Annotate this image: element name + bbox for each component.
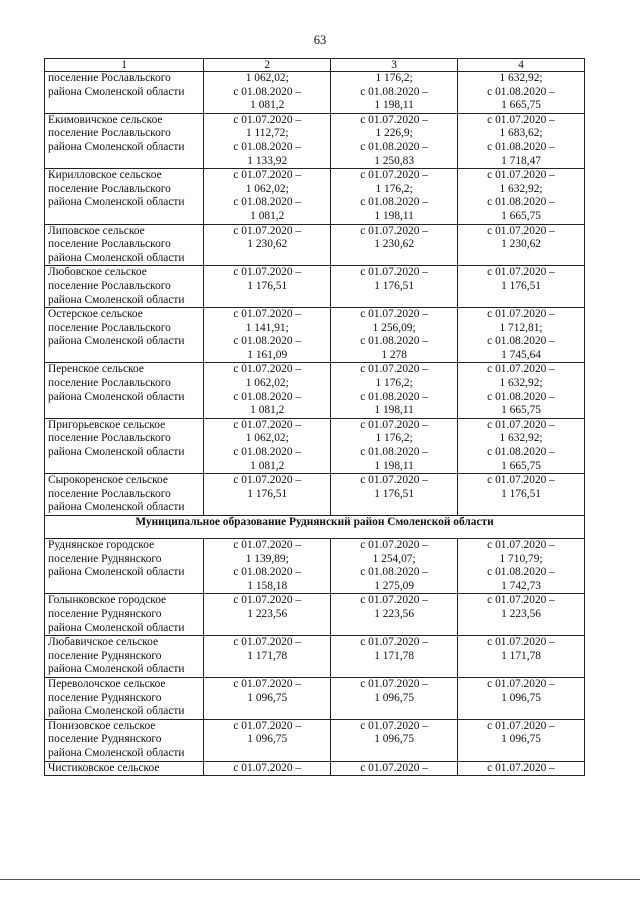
settlement-name-line: поселение Рославльского: [48, 279, 171, 292]
value-col-4-line: с 01.08.2020 –: [487, 85, 555, 98]
value-col-2-cell: [204, 169, 331, 224]
value-col-3-line: 1 096,75: [374, 733, 415, 746]
settlement-name-line: Переволочское сельское: [48, 677, 166, 690]
value-col-4-cell: [458, 677, 585, 719]
value-col-2-cell: [204, 308, 331, 363]
value-col-4-cell: [458, 594, 585, 636]
value-col-4-line: 1 171,78: [501, 649, 541, 662]
settlement-name-cell: [45, 113, 204, 168]
value-col-4-line: 1 665,75: [501, 209, 541, 222]
value-col-3-cell: [331, 224, 458, 266]
column-header-4: 4: [458, 59, 585, 72]
value-col-4-line: с 01.07.2020 –: [487, 474, 555, 487]
value-col-4-line: с 01.07.2020 –: [487, 636, 555, 649]
value-col-3-cell: [331, 308, 458, 363]
value-col-2-line: с 01.07.2020 –: [233, 418, 302, 431]
value-col-3-line: 1 198,11: [374, 459, 414, 472]
settlement-name-line: Перенское сельское: [48, 363, 144, 376]
value-col-2-line: 1 096,75: [247, 691, 288, 704]
settlement-name-line: района Смоленской области: [48, 293, 185, 306]
settlement-name-line: района Смоленской области: [48, 196, 185, 209]
value-col-2-line: 1 081,2: [250, 99, 285, 112]
value-col-3-line: с 01.08.2020 –: [360, 390, 428, 403]
settlement-name-line: района Смоленской области: [48, 85, 185, 98]
value-col-2-line: 1 161,09: [247, 348, 288, 361]
value-col-3-cell: [331, 594, 458, 636]
value-col-3-cell: [331, 113, 458, 168]
value-col-3-cell: [331, 474, 458, 516]
value-col-3-line: с 01.07.2020 –: [360, 169, 428, 182]
value-col-3-line: с 01.07.2020 –: [360, 266, 428, 279]
value-col-2-line: 1 133,92: [247, 154, 288, 167]
value-col-2-line: с 01.07.2020 –: [233, 594, 302, 607]
value-col-3-line: с 01.07.2020 –: [360, 363, 428, 376]
value-col-4-cell: [458, 308, 585, 363]
value-col-3-cell: [331, 266, 458, 308]
value-col-4-line: 1 632,92;: [499, 432, 543, 445]
value-col-2-cell: [204, 636, 331, 678]
value-col-3-line: с 01.07.2020 –: [360, 539, 428, 551]
value-col-3-cell: [331, 169, 458, 224]
value-col-4-line: с 01.07.2020 –: [487, 761, 555, 774]
value-col-3-cell: [331, 418, 458, 473]
settlement-name-line: Любавичское сельское: [48, 636, 159, 649]
value-col-2-cell: [204, 677, 331, 719]
column-header-1: 1: [45, 59, 204, 72]
value-col-3-line: 1 176,51: [374, 487, 415, 500]
table-row: [45, 169, 585, 224]
value-col-2-line: с 01.07.2020 –: [233, 761, 302, 774]
value-col-4-line: с 01.07.2020 –: [487, 266, 555, 279]
value-col-2-line: с 01.07.2020 –: [233, 266, 302, 279]
value-col-4-line: 1 710,79;: [499, 552, 543, 565]
settlement-name-line: района Смоленской области: [48, 663, 185, 676]
value-col-2-line: с 01.08.2020 –: [233, 446, 302, 459]
value-col-4-line: 1 096,75: [501, 691, 541, 704]
value-col-3-line: 1 176,2;: [375, 72, 413, 84]
value-col-2-line: с 01.07.2020 –: [233, 363, 302, 376]
settlement-name-line: поселение Руднянского: [48, 649, 162, 662]
value-col-3-line: 1 198,11: [374, 404, 414, 417]
value-col-2-line: с 01.08.2020 –: [233, 566, 302, 579]
tariff-table: [44, 58, 585, 776]
value-col-3-line: с 01.07.2020 –: [360, 594, 428, 607]
value-col-4-line: с 01.08.2020 –: [487, 140, 555, 153]
settlement-name-cell: [45, 636, 204, 678]
value-col-3-cell: [331, 761, 458, 776]
value-col-4-line: 1 223,56: [501, 607, 541, 620]
value-col-3-cell: [331, 539, 458, 594]
settlement-name-line: поселение Руднянского: [48, 691, 162, 704]
footer-rule: [0, 879, 640, 880]
value-col-4-cell: [458, 169, 585, 224]
value-col-3-line: с 01.08.2020 –: [360, 566, 428, 579]
value-col-3-line: с 01.07.2020 –: [360, 308, 428, 321]
value-col-2-line: с 01.07.2020 –: [233, 474, 302, 487]
value-col-4-line: 1 632,92;: [499, 72, 543, 84]
settlement-name-line: района Смоленской области: [48, 621, 185, 634]
settlement-name-line: поселение Рославльского: [48, 321, 171, 334]
settlement-name-line: Любовское сельское: [48, 266, 147, 279]
value-col-3-cell: [331, 363, 458, 418]
table-row: [45, 224, 585, 266]
settlement-name-line: Голынковское городское: [48, 594, 167, 607]
value-col-4-line: 1 176,51: [501, 279, 541, 292]
column-header-2: 2: [204, 59, 331, 72]
value-col-4-cell: [458, 72, 585, 114]
table-row: [45, 113, 585, 168]
value-col-2-line: с 01.07.2020 –: [233, 719, 302, 732]
value-col-4-cell: [458, 113, 585, 168]
value-col-2-cell: [204, 72, 331, 114]
value-col-2-cell: [204, 719, 331, 761]
value-col-3-line: 1 176,51: [374, 279, 415, 292]
settlement-name-cell: [45, 719, 204, 761]
settlement-name-line: поселение Рославльского: [48, 72, 171, 84]
settlement-name-line: района Смоленской области: [48, 251, 185, 264]
value-col-2-line: с 01.07.2020 –: [233, 539, 302, 551]
value-col-2-cell: [204, 594, 331, 636]
value-col-4-line: 1 712,81;: [499, 321, 543, 334]
settlement-name-line: Руднянское городское: [48, 539, 155, 551]
value-col-3-line: с 01.07.2020 –: [360, 418, 428, 431]
value-col-2-line: 1 062,02;: [245, 72, 289, 84]
value-col-2-line: с 01.08.2020 –: [233, 335, 302, 348]
value-col-3-line: с 01.08.2020 –: [360, 196, 428, 209]
value-col-2-cell: [204, 363, 331, 418]
settlement-name-line: Липовское сельское: [48, 224, 145, 237]
value-col-4-cell: [458, 224, 585, 266]
settlement-name-line: поселение Руднянского: [48, 607, 162, 620]
value-col-3-line: с 01.08.2020 –: [360, 446, 428, 459]
value-col-2-cell: [204, 539, 331, 594]
settlement-name-cell: [45, 72, 204, 114]
value-col-3-line: 1 226,9;: [375, 127, 413, 140]
value-col-2-line: с 01.07.2020 –: [233, 636, 302, 649]
value-col-2-line: 1 176,51: [247, 487, 288, 500]
settlement-name-cell: [45, 169, 204, 224]
value-col-2-line: 1 171,78: [247, 649, 288, 662]
settlement-name-line: района Смоленской области: [48, 335, 185, 348]
value-col-4-line: 1 632,92;: [499, 377, 543, 390]
value-col-4-cell: [458, 266, 585, 308]
value-col-4-line: с 01.07.2020 –: [487, 418, 555, 431]
value-col-3-line: 1 275,09: [374, 579, 415, 592]
settlement-name-line: района Смоленской области: [48, 566, 185, 579]
value-col-4-line: с 01.07.2020 –: [487, 363, 555, 376]
value-col-3-line: с 01.08.2020 –: [360, 335, 428, 348]
value-col-2-line: 1 230,62: [247, 238, 288, 251]
table-row: [45, 363, 585, 418]
value-col-2-cell: [204, 418, 331, 473]
value-col-4-line: с 01.08.2020 –: [487, 446, 555, 459]
table-row: [45, 308, 585, 363]
settlement-name-cell: [45, 363, 204, 418]
value-col-2-line: с 01.07.2020 –: [233, 224, 302, 237]
table-row: [45, 474, 585, 516]
value-col-2-line: 1 081,2: [250, 209, 285, 222]
value-col-3-line: с 01.07.2020 –: [360, 761, 428, 774]
table-row: [45, 539, 585, 594]
column-header-3: 3: [331, 59, 458, 72]
settlement-name-cell: [45, 761, 204, 776]
table-row: [45, 594, 585, 636]
value-col-2-line: 1 112,72;: [245, 127, 289, 140]
value-col-2-line: 1 158,18: [247, 579, 288, 592]
value-col-4-line: 1 683,62;: [499, 127, 543, 140]
settlement-name-line: Остерское сельское: [48, 308, 143, 321]
table-row: [45, 418, 585, 473]
table-row: [45, 266, 585, 308]
value-col-3-cell: [331, 636, 458, 678]
section-row: [45, 516, 585, 539]
value-col-4-cell: [458, 719, 585, 761]
value-col-2-line: 1 081,2: [250, 404, 285, 417]
value-col-3-line: 1 256,09;: [372, 321, 416, 334]
settlement-name-cell: [45, 418, 204, 473]
value-col-3-line: с 01.07.2020 –: [360, 113, 428, 126]
value-col-2-line: с 01.07.2020 –: [233, 169, 302, 182]
value-col-4-line: 1 745,64: [501, 348, 541, 361]
value-col-3-line: 1 250,83: [374, 154, 415, 167]
value-col-3-line: 1 198,11: [374, 99, 414, 112]
settlement-name-line: поселение Рославльского: [48, 182, 171, 195]
settlement-name-cell: [45, 677, 204, 719]
value-col-2-line: 1 139,89;: [245, 552, 289, 565]
table-row: [45, 719, 585, 761]
settlement-name-line: района Смоленской области: [48, 446, 185, 459]
settlement-name-cell: [45, 266, 204, 308]
value-col-3-line: 1 176,2;: [375, 182, 413, 195]
value-col-3-line: 1 198,11: [374, 209, 414, 222]
settlement-name-line: района Смоленской области: [48, 501, 185, 514]
value-col-2-cell: [204, 761, 331, 776]
value-col-2-line: 1 081,2: [250, 459, 285, 472]
settlement-name-line: Екимовичское сельское: [48, 113, 163, 126]
value-col-3-line: с 01.08.2020 –: [360, 85, 428, 98]
value-col-4-line: с 01.08.2020 –: [487, 566, 555, 579]
value-col-2-cell: [204, 224, 331, 266]
value-col-4-line: 1 096,75: [501, 733, 541, 746]
value-col-4-line: 1 230,62: [501, 238, 541, 251]
value-col-3-line: 1 223,56: [374, 607, 415, 620]
value-col-4-line: с 01.07.2020 –: [487, 539, 555, 551]
settlement-name-line: Кирилловское сельское: [48, 169, 162, 182]
value-col-4-cell: [458, 539, 585, 594]
value-col-4-line: 1 718,47: [501, 154, 541, 167]
value-col-4-cell: [458, 474, 585, 516]
value-col-3-line: 1 096,75: [374, 691, 415, 704]
value-col-2-cell: [204, 266, 331, 308]
value-col-3-line: с 01.07.2020 –: [360, 224, 428, 237]
section-title: Муниципальное образование Руднянский район Смоленской области: [45, 516, 585, 539]
settlement-name-line: Чистиковское сельское: [48, 761, 160, 774]
settlement-name-line: поселение Рославльского: [48, 238, 171, 251]
table-row: [45, 636, 585, 678]
settlement-name-line: поселение Руднянского: [48, 733, 162, 746]
settlement-name-line: поселение Рославльского: [48, 127, 171, 140]
table-row: [45, 761, 585, 776]
value-col-4-cell: [458, 761, 585, 776]
value-col-4-line: с 01.07.2020 –: [487, 594, 555, 607]
settlement-name-line: района Смоленской области: [48, 390, 185, 403]
value-col-3-cell: [331, 72, 458, 114]
value-col-2-cell: [204, 474, 331, 516]
value-col-2-line: 1 096,75: [247, 733, 288, 746]
value-col-4-line: с 01.07.2020 –: [487, 308, 555, 321]
value-col-4-line: с 01.07.2020 –: [487, 224, 555, 237]
settlement-name-line: поселение Рославльского: [48, 377, 171, 390]
table-row: [45, 677, 585, 719]
settlement-name-line: района Смоленской области: [48, 140, 185, 153]
value-col-2-line: 1 223,56: [247, 607, 288, 620]
value-col-4-cell: [458, 363, 585, 418]
settlement-name-cell: [45, 224, 204, 266]
value-col-3-line: 1 176,2;: [375, 377, 413, 390]
settlement-name-line: района Смоленской области: [48, 746, 185, 759]
value-col-4-line: 1 665,75: [501, 404, 541, 417]
value-col-3-line: с 01.08.2020 –: [360, 140, 428, 153]
value-col-3-line: с 01.07.2020 –: [360, 474, 428, 487]
value-col-3-line: 1 176,2;: [375, 432, 413, 445]
value-col-3-line: с 01.07.2020 –: [360, 719, 428, 732]
value-col-4-cell: [458, 636, 585, 678]
value-col-2-line: с 01.08.2020 –: [233, 140, 302, 153]
value-col-2-line: 1 062,02;: [245, 182, 289, 195]
table-row: [45, 72, 585, 114]
value-col-4-line: 1 632,92;: [499, 182, 543, 195]
value-col-3-cell: [331, 677, 458, 719]
value-col-3-cell: [331, 719, 458, 761]
table-body: [45, 59, 585, 776]
settlement-name-cell: [45, 539, 204, 594]
value-col-2-line: с 01.07.2020 –: [233, 308, 302, 321]
value-col-4-line: с 01.08.2020 –: [487, 196, 555, 209]
value-col-2-line: с 01.08.2020 –: [233, 390, 302, 403]
settlement-name-line: Пригорьевское сельское: [48, 418, 166, 431]
settlement-name-line: поселение Рославльского: [48, 432, 171, 445]
value-col-3-line: 1 278: [381, 348, 407, 361]
value-col-3-line: 1 171,78: [374, 649, 415, 662]
settlement-name-cell: [45, 594, 204, 636]
settlement-name-cell: [45, 474, 204, 516]
value-col-2-line: 1 176,51: [247, 279, 288, 292]
value-col-4-line: 1 742,73: [501, 579, 541, 592]
value-col-4-line: с 01.07.2020 –: [487, 113, 555, 126]
value-col-4-cell: [458, 418, 585, 473]
value-col-2-line: с 01.08.2020 –: [233, 85, 302, 98]
value-col-4-line: 1 665,75: [501, 99, 541, 112]
settlement-name-line: поселение Рославльского: [48, 487, 171, 500]
value-col-2-cell: [204, 113, 331, 168]
value-col-3-line: с 01.07.2020 –: [360, 677, 428, 690]
page-number: 63: [313, 33, 327, 47]
settlement-name-line: Понизовское сельское: [48, 719, 156, 732]
value-col-4-line: с 01.07.2020 –: [487, 719, 555, 732]
value-col-3-line: 1 230,62: [374, 238, 415, 251]
table-header-row: [45, 59, 585, 72]
value-col-4-line: с 01.07.2020 –: [487, 677, 555, 690]
value-col-4-line: 1 176,51: [501, 487, 541, 500]
value-col-2-line: с 01.07.2020 –: [233, 677, 302, 690]
value-col-4-line: с 01.07.2020 –: [487, 169, 555, 182]
value-col-4-line: 1 665,75: [501, 459, 541, 472]
value-col-3-line: с 01.07.2020 –: [360, 636, 428, 649]
value-col-2-line: 1 062,02;: [245, 377, 289, 390]
value-col-2-line: с 01.07.2020 –: [233, 113, 302, 126]
value-col-2-line: с 01.08.2020 –: [233, 196, 302, 209]
value-col-3-line: 1 254,07;: [372, 552, 416, 565]
value-col-2-line: 1 141,91;: [245, 321, 289, 334]
value-col-4-line: с 01.08.2020 –: [487, 335, 555, 348]
settlement-name-line: района Смоленской области: [48, 705, 185, 718]
settlement-name-cell: [45, 308, 204, 363]
settlement-name-line: поселение Руднянского: [48, 552, 162, 565]
value-col-2-line: 1 062,02;: [245, 432, 289, 445]
value-col-4-line: с 01.08.2020 –: [487, 390, 555, 403]
settlement-name-line: Сырокоренское сельское: [48, 474, 168, 487]
